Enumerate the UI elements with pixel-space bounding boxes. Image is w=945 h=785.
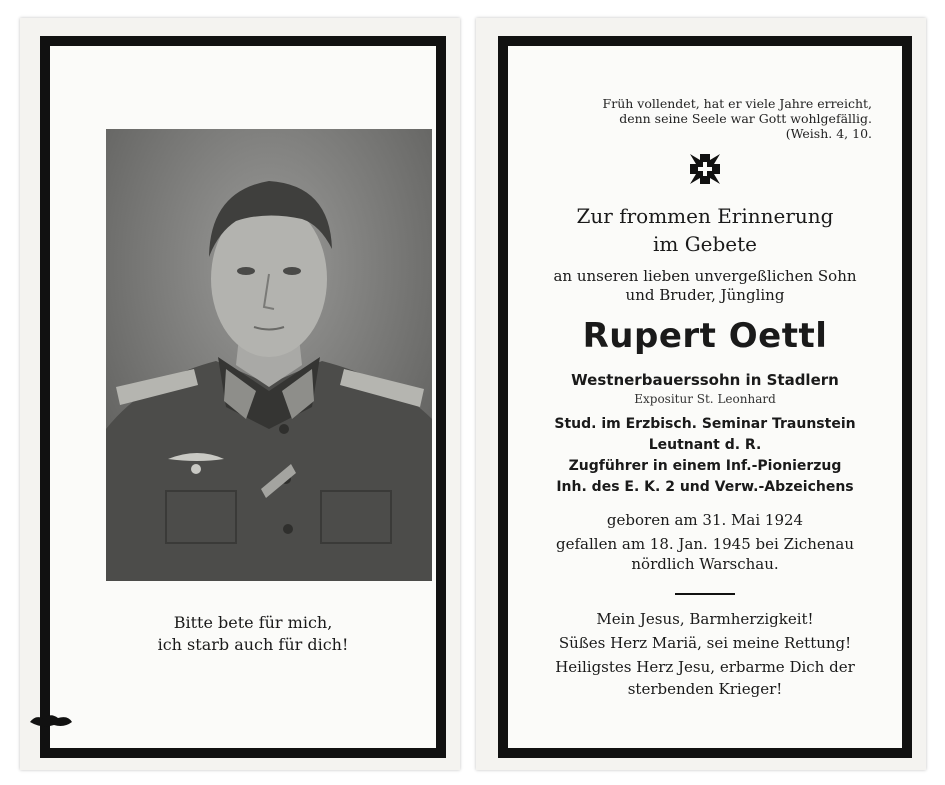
quote-line-2: denn seine Seele war Gott wohlgefällig.	[619, 111, 872, 126]
death-line-2: nördlich Warschau.	[631, 555, 779, 573]
divider	[675, 593, 735, 595]
memory-line-1: Zur frommen Erinnerung	[576, 204, 834, 228]
memory-line-2: im Gebete	[652, 232, 758, 256]
prayer-3-line-2: sterbenden Krieger!	[627, 680, 783, 698]
left-card	[20, 18, 460, 770]
origin: Westnerbauerssohn in Stadlern	[571, 371, 839, 389]
prayer-line-1: Bitte bete für mich,	[173, 613, 333, 632]
study: Stud. im Erzbisch. Seminar Traunstein	[554, 416, 856, 432]
decoration: Inh. des E. K. 2 und Verw.-Abzeichens	[556, 479, 854, 495]
intro-line-1: an unseren lieben unvergeßlichen Sohn	[553, 267, 857, 285]
rank: Leutnant d. R.	[648, 437, 762, 453]
ink-stain-icon	[28, 710, 74, 730]
right-card	[476, 18, 926, 770]
quote-line-1: Früh vollendet, hat er viele Jahre erreicht,	[602, 96, 872, 111]
portrait-photo	[106, 129, 432, 581]
deceased-name: Rupert Oettl	[582, 316, 828, 356]
parish: Expositur St. Leonhard	[634, 392, 776, 406]
prayer-line-2: ich starb auch für dich!	[157, 635, 349, 654]
right-mourning-border	[498, 36, 912, 758]
prayer-3-line-1: Heiligstes Herz Jesu, erbarme Dich der	[555, 658, 855, 676]
quote-reference: (Weish. 4, 10.	[785, 126, 872, 141]
death-line-1: gefallen am 18. Jan. 1945 bei Zichenau	[556, 535, 854, 553]
prayer-1: Mein Jesus, Barmherzigkeit!	[596, 610, 814, 628]
iron-cross-icon	[686, 150, 724, 188]
birth-date: geboren am 31. Mai 1924	[606, 511, 804, 529]
right-content	[508, 46, 902, 748]
intro-line-2: und Bruder, Jüngling	[625, 286, 785, 304]
unit: Zugführer in einem Inf.-Pionierzug	[568, 458, 842, 474]
left-mourning-border	[40, 36, 446, 758]
prayer-2: Süßes Herz Mariä, sei meine Rettung!	[558, 634, 852, 652]
